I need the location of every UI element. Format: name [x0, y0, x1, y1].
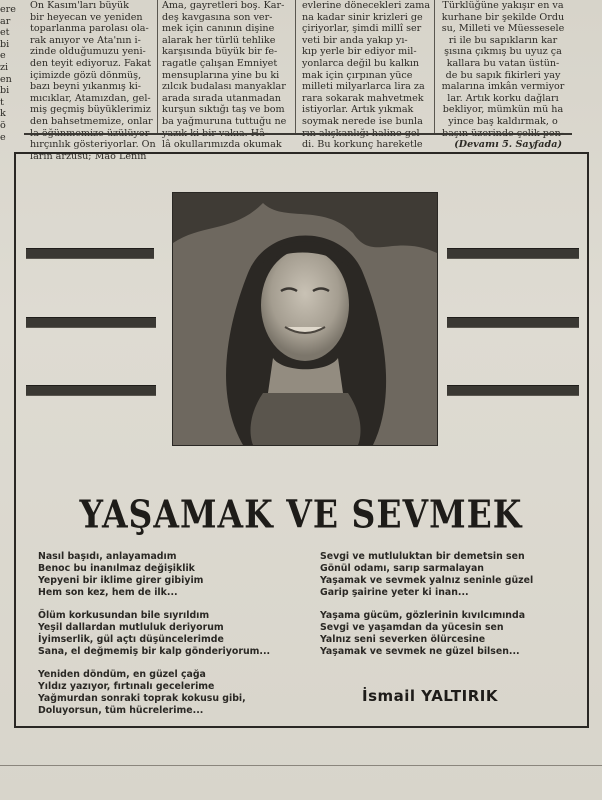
poem-stanza — [38, 551, 298, 599]
text-line: zinde olduğumuzu yeni- — [30, 46, 146, 58]
text-line: mensuplarına yine bu ki — [162, 69, 280, 81]
text-line: miş geçmiş büyüklerimiz — [30, 104, 151, 116]
poem-line: Gönül odamı, sarıp sarmalayan — [320, 563, 484, 574]
text-line: bir heyecan ve yeniden — [30, 11, 143, 23]
poem-line: Sevgi ve mutluluktan bir demetsin sen — [320, 551, 525, 562]
text-line: hırçınlık gösteriyorlar. On — [30, 139, 156, 151]
text-line: bi — [0, 38, 10, 50]
text-line: zılcık budalası manyaklar — [162, 81, 286, 93]
text-line: On Kasım'ları büyük — [30, 0, 129, 11]
article-column-edge — [0, 4, 14, 143]
text-line: Ama, gayretleri boş. Kar- — [162, 0, 285, 11]
text-line: zi — [0, 61, 9, 73]
section-rule — [24, 133, 572, 135]
text-line: deş kavgasına son ver- — [162, 11, 273, 23]
decorative-bar — [447, 248, 579, 259]
text-line: e — [0, 131, 6, 143]
poem-line: Sana, el değmemiş bir kalp gönderiyorum... — [38, 646, 271, 657]
poem-left-column — [38, 551, 298, 728]
text-line: malarına imkân vermiyor — [441, 81, 565, 93]
text-line: rak anıyor ve Ata'nın i- — [30, 34, 141, 46]
poem-stanza — [320, 610, 580, 658]
text-line: bi — [0, 85, 10, 97]
text-line: den teyit ediyoruz. Fakat — [30, 57, 152, 69]
poem-line: Yaşamak ve sevmek ne güzel bilsen... — [320, 646, 520, 657]
text-line: Türklüğüne yakışır en va — [442, 0, 564, 11]
poem-line: Hem son kez, hem de ilk... — [38, 587, 178, 598]
text-line: e — [0, 50, 6, 62]
text-line: karşısında büyük bir fe- — [162, 46, 278, 58]
text-line: yince baş kaldırmak, o — [448, 115, 558, 127]
poem-line: Ölüm korkusundan bile sıyrıldım — [38, 610, 210, 621]
poem-line: Yaşamak ve sevmek yalnız seninle güzel — [320, 575, 534, 586]
page-edge-rule — [0, 765, 602, 766]
text-line: mıcıklar, Atamızdan, gel- — [30, 92, 151, 104]
continued-note: (Devamı 5. Sayfada) — [454, 139, 562, 151]
text-line: yonlarca değil bu kalkın — [302, 57, 420, 69]
text-line: içimizde gözü dönmüş, — [30, 69, 142, 81]
poem-line: Doluyorsun, tüm hücrelerime... — [38, 705, 204, 716]
text-line: en — [0, 73, 12, 85]
text-line: di. Bu korkunç hareketle — [302, 139, 423, 151]
poem-line: İyimserlik, gül açtı düşüncelerimde — [38, 634, 224, 645]
poem-line: Yıldız yazıyor, fırtınalı gecelerime — [38, 681, 215, 692]
text-line: de bu sapık fikirleri yay — [445, 69, 561, 81]
poem-line: Yaşama gücüm, gözlerinin kıvılcımında — [320, 610, 526, 621]
poem-line: Garip şairine yeter ki inan... — [320, 587, 469, 598]
decorative-bar — [26, 248, 154, 259]
text-line: ri ile bu sapıkların kar — [448, 34, 558, 46]
decorative-bar — [26, 317, 156, 328]
text-line: lar. Artık korku dağları — [447, 92, 559, 104]
text-line: ba yağmuruna tuttuğu ne — [162, 115, 287, 127]
column-divider — [157, 0, 158, 134]
text-line: su, Milleti ve Müessesele — [441, 23, 565, 35]
decorative-bar — [26, 385, 156, 396]
text-line: mek için canının dişine — [162, 23, 275, 35]
article-column-1 — [30, 0, 154, 162]
text-line: kıp yerle bir ediyor mil- — [302, 46, 417, 58]
text-line: ar — [0, 15, 11, 27]
poem-line: Benoc bu inanılmaz değişiklik — [38, 563, 195, 574]
article-column-3 — [302, 0, 430, 151]
text-line: alarak her türlü tehlike — [162, 34, 276, 46]
decorative-bar — [447, 317, 579, 328]
decorative-bar — [447, 385, 579, 396]
poem-line: Yalnız seni severken ölürcesine — [320, 634, 486, 645]
text-line: ere — [0, 4, 16, 15]
text-line: lâ okullarımızda okumak — [162, 139, 282, 151]
text-line: den bahsetmemize, onlar — [30, 115, 153, 127]
text-line: çiriyorlar, şimdi millî ser — [302, 23, 422, 35]
ad-headline: YAŞAMAK VE SEVMEK — [79, 492, 523, 537]
article-column-2 — [162, 0, 288, 151]
poem-line: Yeşil dallardan mutluluk deriyorum — [38, 622, 224, 633]
poem-right-column — [320, 551, 580, 669]
text-line: bekliyor, mümkün mü ha — [442, 104, 564, 116]
text-line: ragatle çalışan Emniyet — [162, 57, 278, 69]
poem-line: Yağmurdan sonraki toprak kokusu gibi, — [38, 693, 246, 704]
poem-line: Yepyeni bir iklime girer gibiyim — [38, 575, 204, 586]
poem-line: Yeniden döndüm, en güzel çağa — [38, 669, 206, 680]
column-divider — [295, 0, 296, 134]
text-line: kurhane bir şekilde Ordu — [441, 11, 565, 23]
poem-line: Nasıl başıdı, anlayamadım — [38, 551, 177, 562]
portrait-illustration — [173, 193, 437, 445]
text-line: veti bir anda yakıp yı- — [302, 34, 408, 46]
text-line: arada sırada utanmadan — [162, 92, 281, 104]
text-line: ların arzusu; Mao Lenin — [30, 150, 147, 162]
text-line: bazı beyni yıkanmış ki- — [30, 81, 142, 93]
poem-line: Sevgi ve yaşamdan da yücesin sen — [320, 622, 504, 633]
column-divider — [434, 0, 435, 134]
poem-stanza — [38, 669, 298, 717]
text-line: mak için çırpınan yüce — [302, 69, 413, 81]
text-line: istiyorlar. Artık yıkmak — [302, 104, 414, 116]
text-line: şısına çıkmış bu uyuz ça — [444, 46, 562, 58]
text-line: evlerine dönecekleri zama — [302, 0, 431, 11]
poem-stanza — [320, 551, 580, 599]
text-line: k — [0, 108, 6, 120]
text-line: ö — [0, 119, 6, 131]
text-line: t — [0, 96, 4, 108]
portrait-photo — [172, 192, 438, 446]
text-line: kallara bu vatan üstün- — [446, 57, 560, 69]
text-line: rara sokarak mahvetmek — [302, 92, 424, 104]
text-line: et — [0, 27, 10, 39]
text-line: kurşun sıktığı taş ve bom — [162, 104, 285, 116]
text-line: milleti milyarlarca lira za — [302, 81, 425, 93]
poem-author: İsmail YALTIRIK — [362, 687, 498, 705]
article-column-4 — [440, 0, 566, 151]
text-line: soymak nerede ise bunla — [302, 115, 423, 127]
poem-stanza — [38, 610, 298, 658]
text-line: na kadar sinir krizleri ge — [302, 11, 423, 23]
text-line: toparlanma parolası ola- — [30, 23, 149, 35]
